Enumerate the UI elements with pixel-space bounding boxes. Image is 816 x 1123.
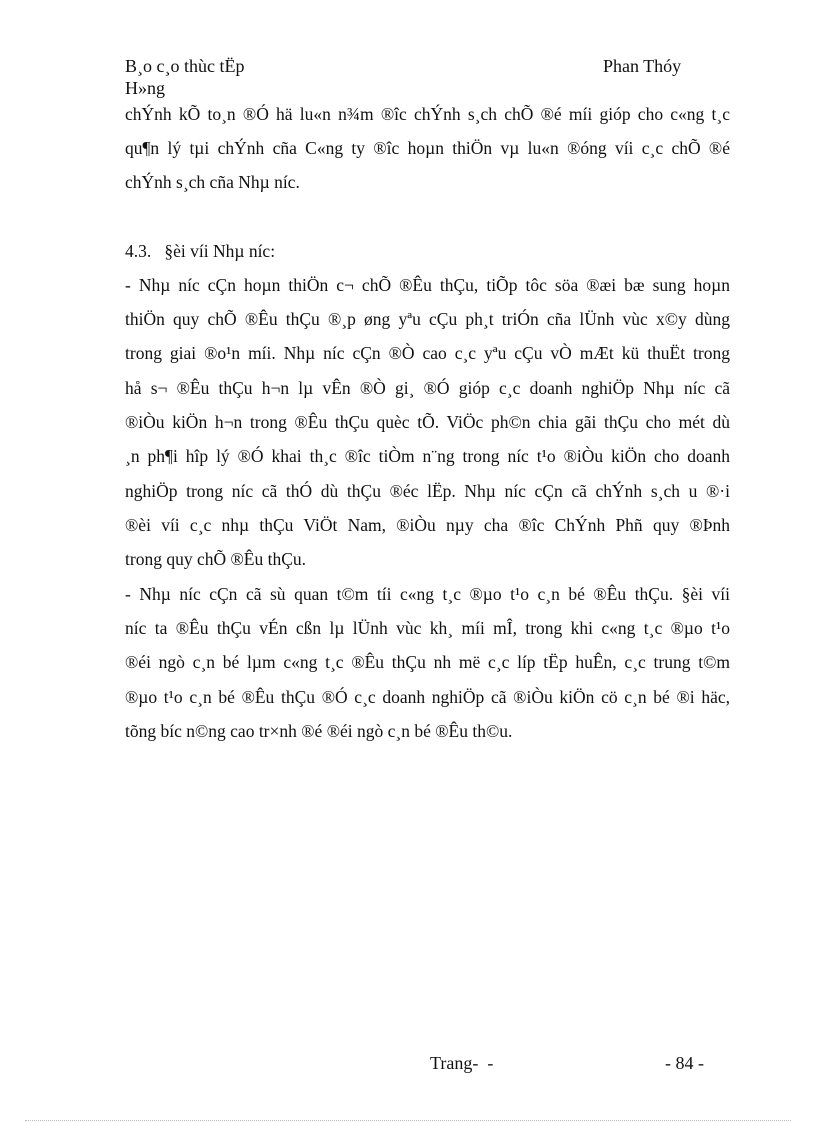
running-header-title bbox=[125, 55, 325, 99]
paragraph-2-line-8: ®èi víi c¸c nhµ thÇu ViÖt Nam, ®iÒu nµy cha ®îc ChÝnh Phñ quy ®Þnh bbox=[125, 515, 730, 535]
paragraph-2-line-5: ®iÒu kiÖn h¬n trong ®Êu thÇu quèc tÕ. ViÖc ph©n chia gãi thÇu cho mét dù bbox=[125, 412, 730, 432]
paragraph-2-line-2: thiÖn quy chÕ ®Êu thÇu ®¸p øng yªu cÇu ph¸t triÓn cña lÜnh vùc x©y dùng bbox=[125, 309, 730, 329]
paragraph-2-line-1: - Nhµ níc cÇn hoµn thiÖn c¬ chÕ ®Êu thÇu, tiÕp tôc söa ®æi bæ sung hoµn bbox=[125, 275, 730, 295]
paragraph-3-line-1: - Nhµ níc cÇn cã sù quan t©m tíi c«ng t¸c ®µo t¹o c¸n bé ®Êu thÇu. §èi víi bbox=[125, 584, 730, 604]
footer-page-label: Trang- - bbox=[430, 1053, 494, 1073]
paragraph-2-line-9: trong quy chÕ ®Êu thÇu. bbox=[125, 549, 306, 569]
header-title-line-1: B¸o c¸o thùc tËp bbox=[125, 56, 245, 76]
footer-page-number: - 84 - bbox=[665, 1053, 704, 1073]
running-header-author: Phan Thóy bbox=[603, 56, 682, 76]
paragraph-2-line-7: nghiÖp trong níc cã thÓ dù thÇu ®éc lËp. Nhµ níc cÇn cã chÝnh s¸ch u ®·i bbox=[125, 481, 730, 501]
paragraph-2-line-3: trong giai ®o¹n míi. Nhµ níc cÇn ®Ò cao c¸c yªu cÇu vÒ mÆt kü thuËt trong bbox=[125, 343, 730, 363]
paragraph-1-line-3: chÝnh s¸ch cña Nhµ níc. bbox=[125, 172, 300, 192]
paragraph-2-line-4: hå s¬ ®Êu thÇu h¬n lµ vÊn ®Ò gi¸ ®Ó gióp c¸c doanh nghiÖp Nhµ níc cã bbox=[125, 378, 730, 398]
paragraph-1-line-1: chÝnh kÕ to¸n ®Ó hä lu«n n¾m ®îc chÝnh s¸ch chÕ ®é míi gióp cho c«ng t¸c bbox=[125, 104, 730, 124]
paragraph-3-line-4: ®µo t¹o c¸n bé ®Êu thÇu ®Ó c¸c doanh nghiÖp cã ®iÒu kiÖn cö c¸n bé ®i häc, bbox=[125, 687, 730, 707]
paragraph-3-line-3: ®éi ngò c¸n bé lµm c«ng t¸c ®Êu thÇu nh më c¸c líp tËp huÊn, c¸c trung t©m bbox=[125, 652, 730, 672]
header-title-line-2: H»ng bbox=[125, 78, 165, 98]
page-bottom-border bbox=[25, 1120, 791, 1121]
paragraph-2-line-6: ¸n ph¶i hîp lý ®Ó khai th¸c ®îc tiÒm n¨ng trong níc t¹o ®iÒu kiÖn cho doanh bbox=[125, 446, 730, 466]
paragraph-3-line-2: níc ta ®Êu thÇu vÉn cßn lµ lÜnh vùc kh¸ míi mÎ, trong khi c«ng t¸c ®µo t¹o bbox=[125, 618, 730, 638]
section-heading: 4.3. §èi víi Nhµ níc: bbox=[125, 241, 276, 261]
paragraph-3-line-5: tõng bíc n©ng cao tr×nh ®é ®éi ngò c¸n bé ®Êu th©u. bbox=[125, 721, 513, 741]
paragraph-1-line-2: qu¶n lý tµi chÝnh cña C«ng ty ®îc hoµn thiÖn vµ lu«n ®óng víi c¸c chÕ ®é bbox=[125, 138, 730, 158]
